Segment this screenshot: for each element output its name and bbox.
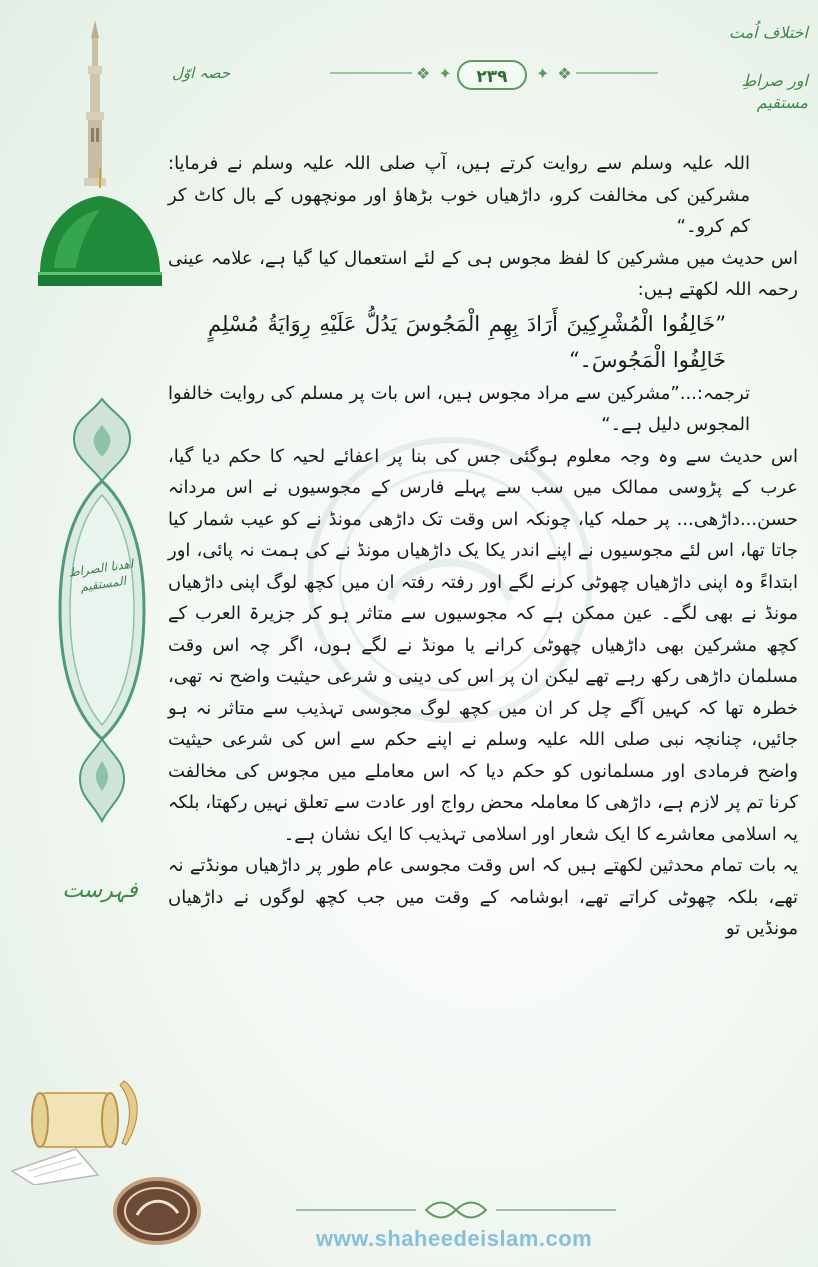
paragraph: اللہ علیہ وسلم سے روایت کرتے ہیں، آپ صلی اللہ علیہ وسلم نے فرمایا: مشرکین کی مخالفت کرو، داڑھیاں خوب بڑھاؤ اور مونچھوں کے بال کاٹ کر کم کرو۔“ <box>168 153 750 237</box>
ornament-line <box>576 72 658 74</box>
ornament-flourish-icon: ✦ <box>438 63 452 83</box>
footer-ornament <box>296 1200 616 1220</box>
translation-paragraph: ترجمہ:...”مشرکین سے مراد مجوس ہیں، اس بات پر مسلم کی روایت خالفوا المجوس دلیل ہے۔“ <box>168 382 750 435</box>
green-dome-mosque-illustration <box>30 18 170 290</box>
website-url[interactable]: www.shaheedeislam.com <box>316 1226 593 1251</box>
ornament-flourish-icon: ✦ <box>536 63 550 83</box>
book-title <box>688 22 808 114</box>
index-link[interactable]: فہرست <box>62 878 138 903</box>
scroll-and-quill-illustration <box>6 1075 166 1185</box>
section-label: حصہ اوّل <box>172 64 231 82</box>
page-number: ۲۳۹ <box>457 60 527 90</box>
paragraph: یہ بات تمام محدثین لکھتے ہیں کہ اس وقت مجوسی عام طور پر داڑھیاں مونڈتے نہ تھے، بلکہ چھوٹی کراتے تھے، ابوشامہ کے وقت میں جب کچھ لوگوں نے داڑھیاں مونڈیں تو <box>168 855 798 939</box>
publisher-seal-logo <box>112 1175 202 1247</box>
header-ornament-left <box>330 58 456 88</box>
main-text <box>168 148 798 945</box>
book-title-line-2: اور صراطِ مستقیم <box>741 71 808 112</box>
paragraph: اس حدیث سے وہ وجہ معلوم ہوگئی جس کی بنا پر اعفائے لحیہ کا حکم دیا گیا، عرب کے پڑوسی ممالک میں سب سے پہلے فارس کے مجوسیوں نے اس مردانہ حسن...داڑھی... پر حملہ کیا، چونکہ اس وقت تک داڑھی مونڈ نے کو عیب شمار کیا جاتا تھا، اس لئے مجوسیوں نے اپنے اندر یکا یک داڑھیاں مونڈ نے کی ہمت نہ پائی، اور ابتداءً وہ اپنی داڑھیاں چھوٹی کرنے لگے اور رفتہ رفتہ ان میں کچھ لوگ اپنی داڑھیاں مونڈ نے بھی لگے۔ عین ممکن ہے کہ مجوسیوں سے متاثر ہو کر جزیرۃ العرب کے کچھ مشرکین بھی داڑھیاں چھوٹی کرانے یا مونڈ نے لگے ہوں، اگر چہ اس وقت مسلمان داڑھی رکھ رہے تھے لیکن ان پر اس کی دینی و شرعی حیثیت واضح نہ تھی، خطرہ تھا کہ کہیں آگے چل کر ان میں کچھ لوگ مجوسی تہذیب سے متاثر نہ ہو جائیں، چنانچہ نبی صلی اللہ علیہ وسلم نے اپنے حکم سے اس کی شرعی حیثیت واضح فرمادی اور مسلمانوں کو حکم دیا کہ اس معاملے میں مجوس کی مخالفت کرنا تم پر لازم ہے، داڑھی کا معاملہ محض رواج اور عادت سے تعلق نہیں رکھتا، بلکہ یہ اسلامی معاشرے کا ایک شعار اور اسلامی تہذیب کا ایک نشان ہے۔ <box>168 445 798 845</box>
ornament-flourish-icon: ❖ <box>416 63 431 83</box>
ornament-flourish-icon: ❖ <box>557 63 572 83</box>
ornament-line <box>330 72 412 74</box>
arabic-quote: ”خَالِفُوا الْمُشْرِكِينَ أَرَادَ بِهِمِ الْمَجُوسَ يَدُلُّ عَلَيْهِ رِوَايَةُ مُسْلِمٍ خَالِفُوا الْمَجُوسَ۔“ <box>208 311 726 372</box>
sidebar-ornament-panel <box>52 395 152 825</box>
header-ornament-right <box>532 58 658 88</box>
book-title-line-1: اختلاف اُمت <box>728 23 808 42</box>
sidebar-caption: اھدنا الصراط المستقیم <box>67 556 135 595</box>
paragraph: اس حدیث میں مشرکین کا لفظ مجوس ہی کے لئے استعمال کیا گیا ہے، علامہ عینی رحمہ اللہ لکھتے ہیں: <box>168 247 798 300</box>
